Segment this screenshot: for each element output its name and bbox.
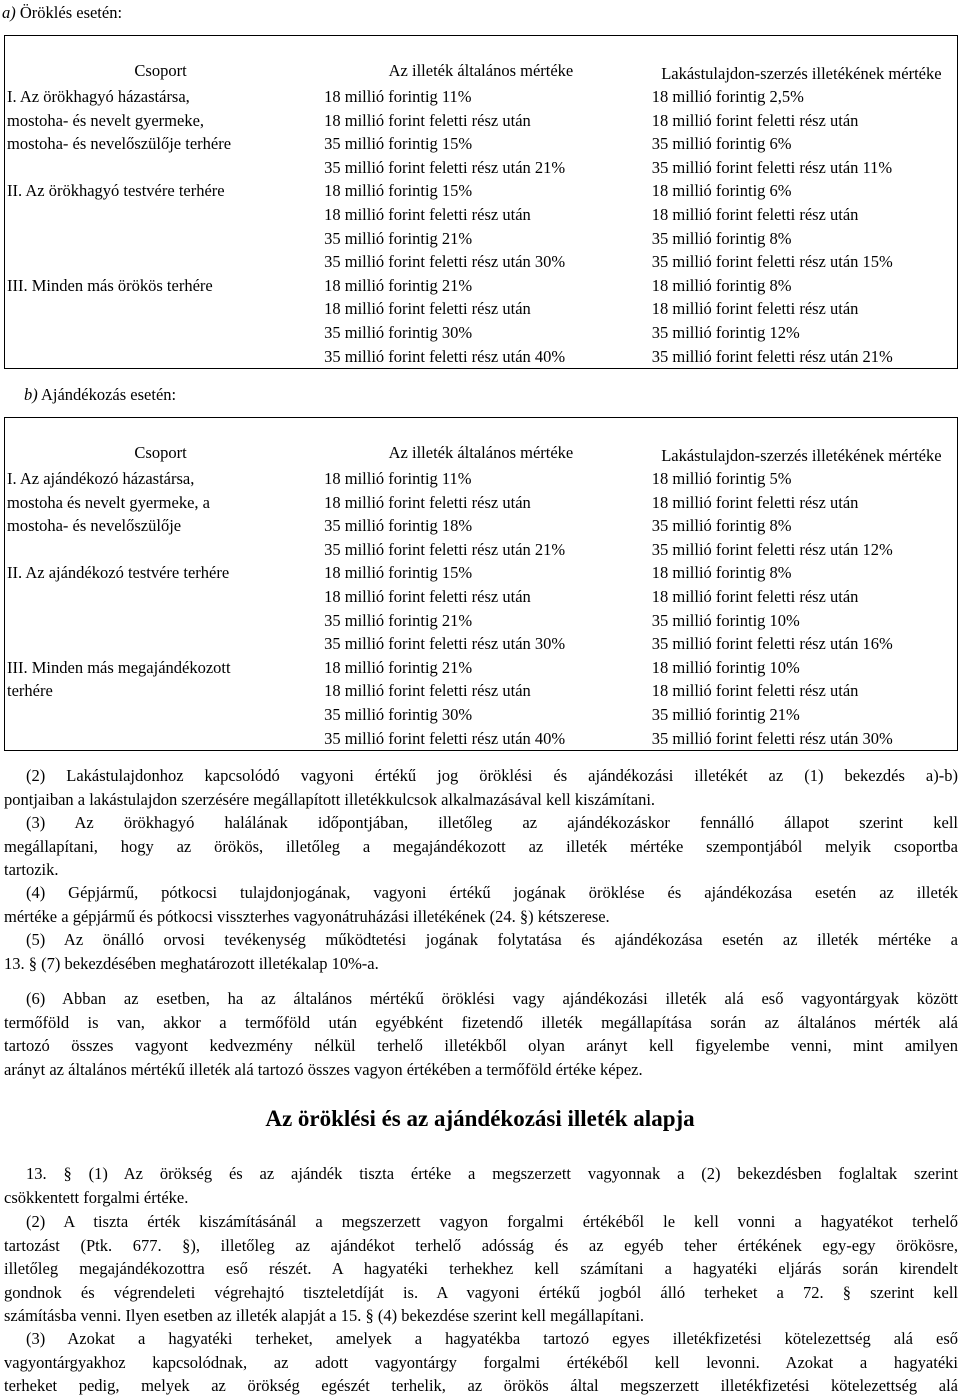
group-cell	[5, 656, 317, 751]
table-header-row	[5, 418, 958, 468]
rate-line: 35 millió forint feletti rész után 30%	[324, 252, 566, 272]
group-line: I. Az örökhagyó házastársa,	[7, 87, 190, 106]
paragraph-line: (2) Lakástulajdonhoz kapcsolódó vagyoni értékű jog öröklési és ajándékozási illetékét az (1) bekezdés a)-b)	[26, 766, 958, 785]
section-b-label	[24, 383, 176, 407]
section-13-paragraph-1	[4, 1162, 958, 1209]
rate-line: 35 millió forint feletti rész után 30%	[651, 728, 893, 748]
general-rate-cell	[316, 274, 646, 369]
paragraph-line: (5) Az önálló orvosi tevékenység működtetési jogának folytatása és ajándékozása esetén az illeték mértéke a	[26, 930, 958, 949]
group-line: terhére	[7, 681, 53, 701]
rate-line: 18 millió forintig 21%	[324, 657, 473, 677]
paragraph-line: 13. § (7) bekezdésében meghatározott illetékalap 10%-a.	[4, 953, 379, 973]
rate-line: 35 millió forint feletti rész után 12%	[651, 539, 893, 559]
section-b-letter: b)	[24, 385, 38, 404]
table-row	[5, 467, 958, 561]
group-cell	[5, 179, 317, 273]
rate-line: 35 millió forint feletti rész után 40%	[324, 346, 566, 366]
general-rate-cell	[316, 85, 646, 179]
rate-line: 18 millió forintig 11%	[324, 469, 472, 488]
rate-line: 18 millió forint feletti rész után	[324, 110, 531, 130]
rate-line: 18 millió forintig 15%	[324, 181, 473, 201]
housing-rate-cell	[646, 179, 958, 273]
table-row	[5, 179, 958, 273]
group-line: II. Az örökhagyó testvére terhére	[7, 181, 225, 201]
header-group: Csoport	[134, 61, 187, 81]
group-line: III. Minden más örökös terhére	[7, 275, 213, 295]
rate-line: 35 millió forint feletti rész után 21%	[651, 346, 893, 366]
paragraph-6	[4, 987, 958, 1081]
general-rate-cell	[316, 179, 646, 273]
paragraph-line: (4) Gépjármű, pótkocsi tulajdonjogának, vagyoni értékű jogának öröklése és ajándékozása esetén az illeték	[26, 883, 958, 902]
rate-line: 35 millió forint feletti rész után 15%	[651, 252, 893, 272]
rate-line: 35 millió forintig 15%	[324, 134, 473, 154]
section-a-text: Öröklés esetén:	[15, 3, 123, 22]
gift-rate-table	[4, 417, 958, 751]
paragraph-line: 13. § (1) Az örökség és az ajándék tiszta értéke a megszerzett vagyonnak a (2) bekezdésben foglaltak szerint	[26, 1164, 958, 1183]
group-cell	[5, 274, 317, 369]
general-rate-cell	[316, 561, 646, 655]
rate-line: 35 millió forintig 21%	[651, 704, 800, 724]
header-general-rate: Az illeték általános mértéke	[388, 443, 574, 463]
paragraph-line: vagyontárgyakhoz kapcsolódnak, az adott vagyontárgy forgalmi értékéből kell levonni. Azokat a hagyatéki	[4, 1352, 958, 1372]
paragraph-line: gondnok és végrendeleti végrehajtó tiszteletdíját is. A vagyoni értékű jogból álló terheket a 72. § szerint kell	[4, 1282, 958, 1302]
rate-line: 35 millió forintig 8%	[651, 516, 792, 536]
paragraph-line: terheket pedig, melyek az örökség egészét terhelik, az örökös által megszerzett illetékfizetési kötelezettség alá	[4, 1376, 958, 1396]
rate-line: 18 millió forintig 8%	[651, 275, 792, 295]
paragraph-line: (3) Az örökhagyó halálának időpontjában, illetőleg az ajándékozáskor fennálló állapot szerint kell	[26, 813, 958, 832]
group-line: II. Az ajándékozó testvére terhére	[7, 563, 230, 583]
table-row	[5, 85, 958, 179]
section-b-text: Ajándékozás esetén:	[37, 385, 177, 404]
rate-line: 18 millió forint feletti rész után	[651, 110, 859, 130]
housing-rate-cell	[646, 561, 958, 655]
section-a-letter: a)	[2, 3, 16, 22]
housing-rate-cell	[646, 656, 958, 751]
rate-line: 18 millió forintig 8%	[651, 563, 792, 583]
paragraph-line: (2) A tiszta érték kiszámításánál a megszerzett vagyon forgalmi értékéből le kell vonni a hagyatékot terhelő	[26, 1212, 958, 1231]
rate-line: 18 millió forint feletti rész után	[651, 586, 859, 606]
rate-line: 35 millió forintig 12%	[651, 322, 800, 342]
paragraph-5	[4, 928, 958, 975]
header-housing-rate: Lakástulajdon-szerzés illetékének mértéke	[661, 446, 942, 465]
group-cell	[5, 561, 317, 655]
general-rate-cell	[316, 656, 646, 751]
paragraph-line: csökkentett forgalmi értéke.	[4, 1187, 189, 1207]
group-cell	[5, 467, 317, 561]
section-heading: Az öröklési és az ajándékozási illeték alapja	[265, 1106, 695, 1131]
rate-line: 35 millió forintig 21%	[324, 610, 473, 630]
paragraph-line: pontjaiban a lakástulajdon szerzésére megállapított illetékkulcsok alkalmazásával kell kiszámítani.	[4, 789, 656, 809]
rate-line: 18 millió forint feletti rész után	[651, 492, 859, 512]
group-line: mostoha- és nevelőszülője terhére	[7, 134, 232, 154]
rate-line: 35 millió forintig 30%	[324, 704, 473, 724]
group-line: mostoha és nevelt gyermeke, a	[7, 492, 210, 512]
paragraph-2	[4, 764, 958, 811]
rate-line: 18 millió forint feletti rész után	[324, 204, 531, 224]
rate-line: 35 millió forint feletti rész után 30%	[324, 634, 566, 654]
group-line: I. Az ajándékozó házastársa,	[7, 469, 195, 488]
paragraph-line: illetőleg megajándékozottra eső részét. A hagyatéki terhekhez kell számítani a hagyatéki eljárás során kirendelt	[4, 1259, 958, 1279]
section-a-label	[2, 1, 122, 25]
inheritance-rate-table	[4, 35, 958, 369]
rate-line: 18 millió forint feletti rész után	[324, 299, 531, 319]
paragraph-line: megállapítani, hogy az örökös, illetőleg a megajándékozott az illeték mértéke szempontjából melyik csoportba	[4, 836, 958, 856]
rate-line: 18 millió forintig 2,5%	[651, 87, 804, 106]
section-13-paragraph-3	[4, 1327, 958, 1398]
rate-line: 18 millió forintig 10%	[651, 657, 800, 677]
paragraph-line: számításba venni. Ilyen esetben az illeték alapját a 15. § (4) bekezdése szerint kell megállapítani.	[4, 1306, 645, 1326]
section-13-paragraph-2	[4, 1210, 958, 1328]
paragraph-line: arányt az általános mértékű illeték alá tartozó összes vagyon értékében a termőföld értéke képez.	[4, 1059, 643, 1079]
paragraph-line: (6) Abban az esetben, ha az általános mértékű öröklési vagy ajándékozási illeték alá eső vagyontárgyak között	[26, 989, 958, 1008]
rate-line: 35 millió forintig 18%	[324, 516, 473, 536]
paragraph-line: (3) Azokat a hagyatéki terheket, amelyek a hagyatékba tartozó egyes illetékfizetési kötelezettség alá eső	[26, 1329, 958, 1348]
rate-line: 18 millió forint feletti rész után	[651, 204, 859, 224]
rate-line: 35 millió forintig 8%	[651, 228, 792, 248]
header-housing-rate: Lakástulajdon-szerzés illetékének mértéke	[661, 64, 942, 83]
rate-line: 35 millió forintig 6%	[651, 134, 792, 154]
group-line: mostoha- és nevelőszülője	[7, 516, 182, 536]
rate-line: 35 millió forintig 21%	[324, 228, 473, 248]
table-header-row	[5, 36, 958, 86]
paragraph-3	[4, 811, 958, 882]
group-line: mostoha- és nevelt gyermeke,	[7, 110, 205, 130]
rate-line: 35 millió forint feletti rész után 21%	[324, 539, 566, 559]
rate-line: 35 millió forint feletti rész után 40%	[324, 728, 566, 748]
housing-rate-cell	[646, 85, 958, 179]
rate-line: 18 millió forintig 21%	[324, 275, 473, 295]
rate-line: 18 millió forintig 6%	[651, 181, 792, 201]
rate-line: 18 millió forintig 5%	[651, 469, 792, 488]
rate-line: 35 millió forint feletti rész után 16%	[651, 634, 893, 654]
rate-line: 18 millió forint feletti rész után	[324, 681, 531, 701]
table-row	[5, 561, 958, 655]
paragraph-4	[4, 881, 958, 928]
rate-line: 18 millió forintig 15%	[324, 563, 473, 583]
rate-line: 18 millió forint feletti rész után	[324, 492, 531, 512]
rate-line: 18 millió forintig 11%	[324, 87, 472, 106]
rate-line: 35 millió forint feletti rész után 21%	[324, 157, 566, 177]
rate-line: 18 millió forint feletti rész után	[651, 681, 859, 701]
rate-line: 35 millió forintig 10%	[651, 610, 800, 630]
paragraph-line: termőföld is van, akkor a termőföld után egyébként fizetendő illeték megállapítása során az általános mérték alá	[4, 1012, 958, 1032]
header-general-rate: Az illeték általános mértéke	[388, 61, 574, 81]
housing-rate-cell	[646, 467, 958, 561]
paragraph-line: mértéke a gépjármű és pótkocsi visszterhes vagyonátruházási illetékének (24. §) kétszerese.	[4, 906, 610, 926]
paragraph-line: tartozó összes vagyont kedvezmény nélkül terhelő illetékből olyan arányt kell figyelembe venni, mint amilyen	[4, 1036, 958, 1056]
table-row	[5, 274, 958, 369]
rate-line: 18 millió forint feletti rész után	[324, 586, 531, 606]
housing-rate-cell	[646, 274, 958, 369]
rate-line: 35 millió forintig 30%	[324, 322, 473, 342]
group-cell	[5, 85, 317, 179]
header-group: Csoport	[134, 443, 187, 463]
paragraph-line: tartozást (Ptk. 677. §), illetőleg az ajándékot terhelő adósság és az egyéb teher értékének egy-egy örökösre,	[4, 1235, 958, 1255]
paragraph-line: tartozik.	[4, 860, 59, 880]
rate-line: 18 millió forint feletti rész után	[651, 299, 859, 319]
rate-line: 35 millió forint feletti rész után 11%	[651, 157, 893, 177]
table-row	[5, 656, 958, 751]
general-rate-cell	[316, 467, 646, 561]
group-line: III. Minden más megajándékozott	[7, 657, 231, 677]
